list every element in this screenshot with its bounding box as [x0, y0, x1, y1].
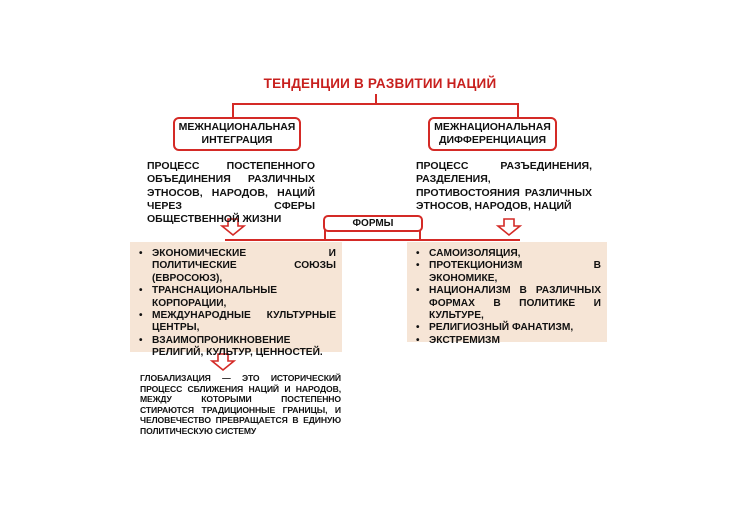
list-item: • ЭКСТРЕМИЗМ — [429, 335, 601, 347]
list-item: • ТРАНСНАЦИОНАЛЬНЫЕ КОРПОРАЦИИ, — [152, 285, 336, 310]
globalization-definition: ГЛОБАЛИЗАЦИЯ — ЭТО ИСТОРИЧЕСКИЙ ПРОЦЕСС СБЛИЖЕНИЯ НАЦИЙ И НАРОДОВ, МЕЖДУ КОТОРЫМИ ПОСТЕПЕННО СТИРАЮТСЯ ТРАДИЦИОННЫЕ ГРАНИЦЫ, И ЧЕЛОВЕЧЕСТВО ПРЕВРАЩАЕТСЯ В ЕДИНУЮ ПОЛИТИЧЕСКУЮ СИСТЕМУ — [140, 373, 341, 436]
list-item: • МЕЖДУНАРОДНЫЕ КУЛЬТУРНЫЕ ЦЕНТРЫ, — [152, 310, 336, 335]
list-item: • ЭКОНОМИЧЕСКИЕ И ПОЛИТИЧЕСКИЕ СОЮЗЫ (ЕВРОСОЮЗ), — [152, 248, 336, 285]
integration-forms-list — [136, 248, 336, 360]
list-item: • НАЦИОНАЛИЗМ В РАЗЛИЧНЫХ ФОРМАХ В ПОЛИТИКЕ И КУЛЬТУРЕ, — [429, 285, 601, 322]
page-title: ТЕНДЕНЦИИ В РАЗВИТИИ НАЦИЙ — [263, 76, 497, 91]
integration-box: МЕЖНАЦИОНАЛЬНАЯ ИНТЕГРАЦИЯ — [173, 117, 301, 151]
differentiation-box: МЕЖНАЦИОНАЛЬНАЯ ДИФФЕРЕНЦИАЦИЯ — [428, 117, 557, 151]
differentiation-description: ПРОЦЕСС РАЗЪЕДИНЕНИЯ, РАЗДЕЛЕНИЯ, ПРОТИВОСТОЯНИЯ РАЗЛИЧНЫХ ЭТНОСОВ, НАРОДОВ, НАЦИЙ — [416, 160, 592, 212]
differentiation-forms-list — [413, 248, 601, 347]
differentiation-forms-panel — [407, 242, 607, 346]
list-item: • ПРОТЕКЦИОНИЗМ В ЭКОНОМИКЕ, — [429, 260, 601, 285]
arrow-down-icon — [498, 219, 520, 235]
forms-box: ФОРМЫ — [323, 215, 423, 232]
title-connector — [233, 94, 518, 117]
list-item: • САМОИЗОЛЯЦИЯ, — [429, 248, 601, 260]
list-item: • ВЗАИМОПРОНИКНОВЕНИЕ РЕЛИГИЙ, КУЛЬТУР, ЦЕННОСТЕЙ. — [152, 335, 336, 360]
list-item: • РЕЛИГИОЗНЫЙ ФАНАТИЗМ, — [429, 322, 601, 334]
integration-description: ПРОЦЕСС ПОСТЕПЕННОГО ОБЪЕДИНЕНИЯ РАЗЛИЧНЫХ ЭТНОСОВ, НАРОДОВ, НАЦИЙ ЧЕРЕЗ СФЕРЫ ОБЩЕСТВЕННОЙ ЖИЗНИ — [147, 160, 315, 226]
integration-forms-panel — [130, 242, 342, 359]
